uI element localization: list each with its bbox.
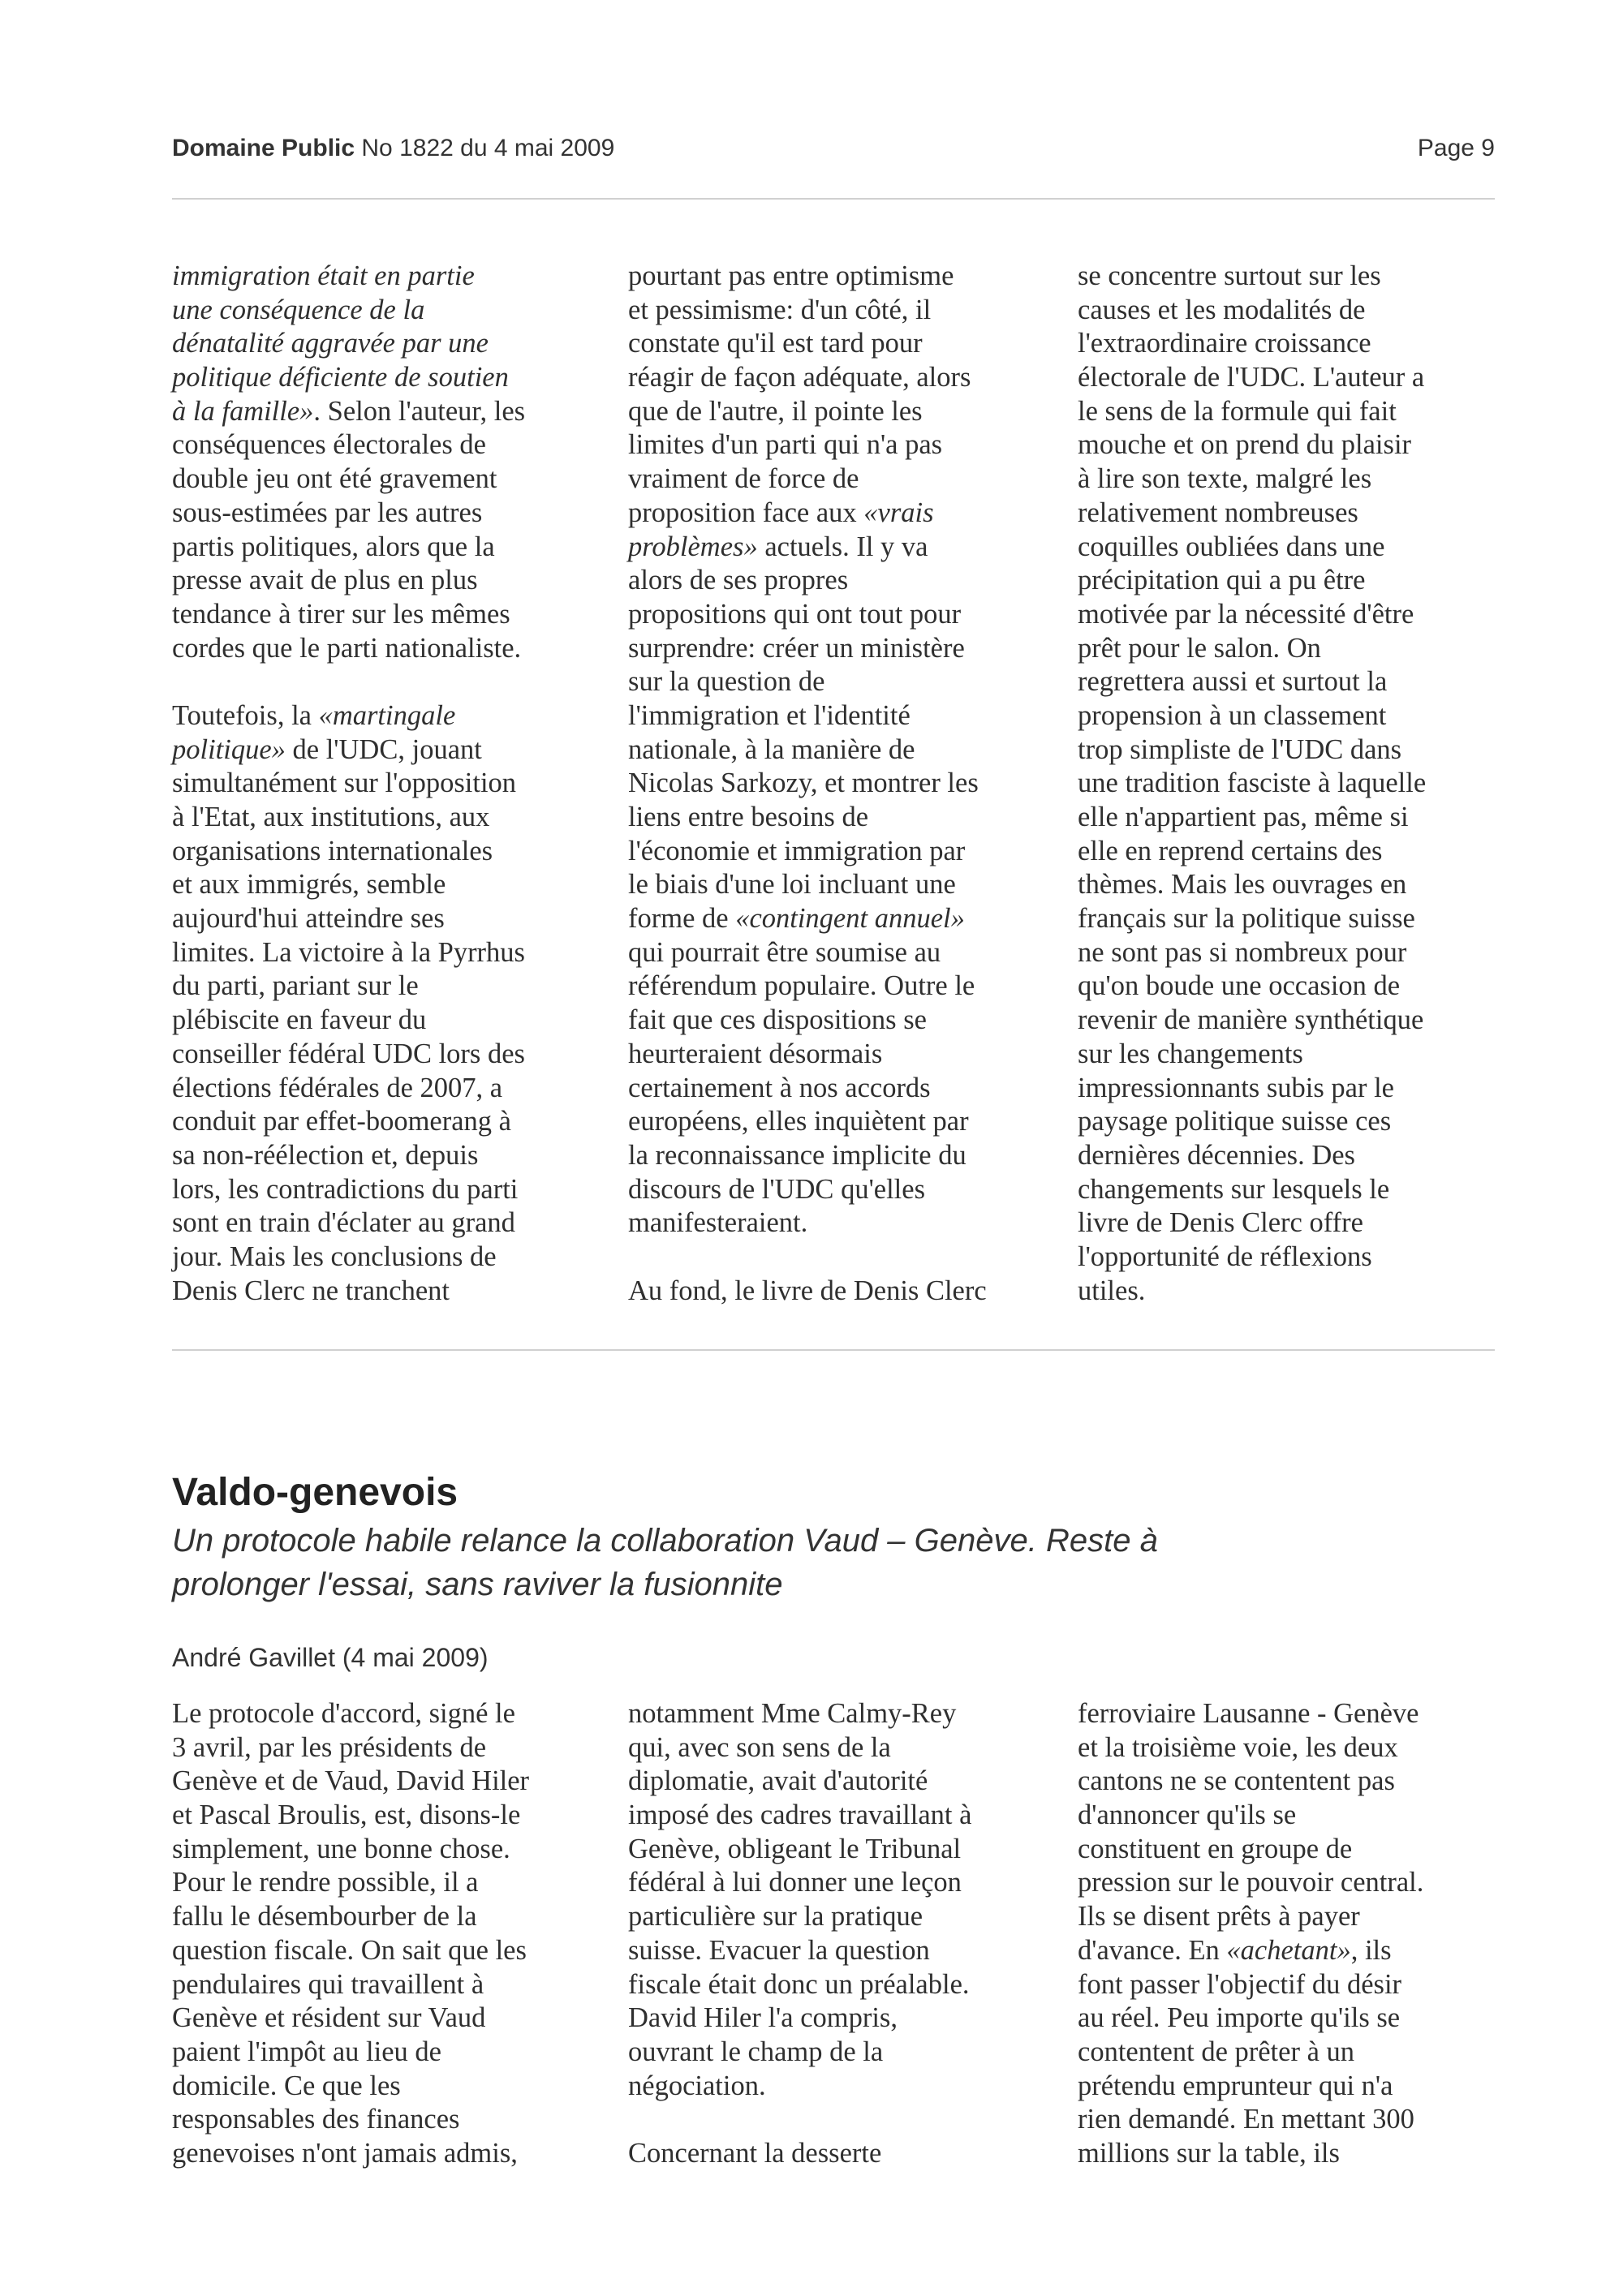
text-line: [628, 1866, 1058, 1900]
text-line: [628, 2036, 1058, 2070]
text-run: . Selon l'auteur, les: [313, 395, 526, 427]
text-run: certainement à nos accords: [628, 1072, 931, 1103]
text-line: [172, 1697, 602, 1731]
text-line: [628, 1765, 1058, 1799]
text-line: [1078, 2001, 1508, 2036]
text-run: responsables des finances: [172, 2104, 460, 2135]
text-run: prêt pour le salon. On: [1078, 632, 1321, 664]
text-line: [628, 1799, 1058, 1833]
text-run: changements sur lesquels le: [1078, 1173, 1390, 1205]
text-run: notamment Mme Calmy-Rey: [628, 1698, 957, 1729]
text-run: alors de ses propres: [628, 565, 849, 596]
text-line: [172, 598, 602, 632]
text-run: paysage politique suisse ces: [1078, 1106, 1392, 1137]
text-run: jour. Mais les conclusions de: [172, 1240, 497, 1272]
text-run: du parti, pariant sur le: [172, 970, 419, 1002]
text-run: plébiscite en faveur du: [172, 1004, 427, 1036]
text-run: cordes que le parti nationaliste.: [172, 632, 522, 664]
text-line: [1078, 1697, 1508, 1731]
text-line: [1078, 632, 1508, 666]
text-line: [1078, 1799, 1508, 1833]
text-run: sont en train d'éclater au grand: [172, 1207, 515, 1239]
text-line: [1078, 1105, 1508, 1139]
text-run: pendulaires qui travaillent à: [172, 1968, 484, 2000]
text-line: [1078, 1004, 1508, 1038]
article2-column-1: [172, 1697, 602, 2171]
text-line: [1078, 665, 1508, 699]
text-run: tendance à tirer sur les mêmes: [172, 598, 510, 630]
subtitle-line: Un protocole habile relance la collaboration Vaud – Genève. Reste à: [172, 1523, 1158, 1559]
text-run: Ils se disent prêts à payer: [1078, 1901, 1360, 1933]
text-line: [628, 970, 1058, 1004]
text-run: discours de l'UDC qu'elles: [628, 1173, 926, 1205]
text-line: [1078, 327, 1508, 361]
text-line: [1078, 2103, 1508, 2137]
text-run: français sur la politique suisse: [1078, 903, 1415, 935]
text-line: [1078, 2137, 1508, 2171]
text-line: [1078, 294, 1508, 328]
text-line: [628, 1731, 1058, 1765]
text-line: [628, 733, 1058, 767]
text-run: David Hiler l'a compris,: [628, 2002, 898, 2034]
text-line: [1078, 1072, 1508, 1106]
text-run: qui, avec son sens de la: [628, 1731, 891, 1763]
text-line: [628, 1275, 1058, 1309]
text-line: [172, 1765, 602, 1799]
text-line: [172, 1004, 602, 1038]
text-run: la reconnaissance implicite du: [628, 1139, 966, 1171]
text-run: Denis Clerc ne tranchent: [172, 1275, 450, 1306]
text-line: [628, 1206, 1058, 1240]
italic-text: dénatalité aggravée par une: [172, 328, 489, 359]
text-line: [1078, 1833, 1508, 1867]
text-run: cantons ne se contentent pas: [1078, 1765, 1395, 1797]
text-run: nationale, à la manière de: [628, 733, 915, 765]
text-line: [172, 361, 602, 395]
text-run: imposé des cadres travaillant à: [628, 1799, 972, 1831]
text-run: sur la question de: [628, 666, 825, 698]
text-line: [172, 294, 602, 328]
italic-text: «martingale: [318, 699, 456, 731]
text-line: [628, 801, 1058, 835]
text-run: constituent en groupe de: [1078, 1833, 1353, 1864]
text-run: référendum populaire. Outre le: [628, 970, 975, 1002]
text-line: [1078, 1866, 1508, 1900]
text-run: ouvrant le champ de la: [628, 2036, 884, 2067]
text-line: [172, 327, 602, 361]
text-line: [172, 699, 602, 733]
text-run: rien demandé. En mettant 300: [1078, 2104, 1414, 2135]
text-run: manifesteraient.: [628, 1207, 808, 1239]
text-run: presse avait de plus en plus: [172, 565, 478, 596]
text-run: et Pascal Broulis, est, disons-le: [172, 1799, 521, 1831]
text-line: [172, 733, 602, 767]
italic-text: à la famille»: [172, 395, 314, 427]
italic-text: politique déficiente de soutien: [172, 362, 509, 393]
text-run: fiscale était donc un préalable.: [628, 1968, 970, 2000]
text-line: [172, 564, 602, 598]
text-run: diplomatie, avait d'autorité: [628, 1765, 928, 1797]
text-run: livre de Denis Clerc offre: [1078, 1207, 1363, 1239]
italic-text: politique»: [172, 733, 286, 765]
text-line: [172, 1900, 602, 1934]
text-run: qui pourrait être soumise au: [628, 936, 941, 968]
text-line: [628, 1139, 1058, 1173]
text-line: [628, 767, 1058, 801]
text-line: [628, 327, 1058, 361]
text-line: [1078, 497, 1508, 531]
text-line: [172, 2103, 602, 2137]
text-line: [1078, 2070, 1508, 2104]
text-run: trop simpliste de l'UDC dans: [1078, 733, 1402, 765]
text-run: le biais d'une loi incluant une: [628, 869, 956, 901]
text-line: [172, 1038, 602, 1072]
text-line: [172, 497, 602, 531]
text-line: [1078, 1900, 1508, 1934]
text-line: [1078, 361, 1508, 395]
text-run: organisations internationales: [172, 835, 493, 866]
text-line: [172, 1866, 602, 1900]
italic-text: «achetant»: [1226, 1934, 1351, 1966]
text-line: [628, 665, 1058, 699]
text-run: précipitation qui a pu être: [1078, 565, 1366, 596]
text-line: [1078, 801, 1508, 835]
article-byline: André Gavillet (4 mai 2009): [172, 1643, 489, 1672]
text-run: mouche et on prend du plaisir: [1078, 429, 1412, 461]
subtitle-line: prolonger l'essai, sans raviver la fusionnite: [172, 1567, 783, 1602]
text-run: aujourd'hui atteindre ses: [172, 903, 445, 935]
text-line: [628, 564, 1058, 598]
text-line: [172, 1833, 602, 1867]
text-run: elle en reprend certains des: [1078, 835, 1383, 866]
text-run: au réel. Peu importe qu'ils se: [1078, 2002, 1401, 2034]
text-run: fait que ces dispositions se: [628, 1004, 927, 1036]
text-run: actuels. Il y va: [757, 531, 928, 562]
text-line: [172, 1799, 602, 1833]
text-line: [628, 1968, 1058, 2002]
text-run: pourtant pas entre optimisme: [628, 260, 954, 291]
article2-column-2: [628, 1697, 1058, 2171]
text-run: Concernant la desserte: [628, 2137, 882, 2169]
text-run: électorale de l'UDC. L'auteur a: [1078, 362, 1425, 393]
text-run: elle n'appartient pas, même si: [1078, 802, 1409, 832]
text-run: Genève et résident sur Vaud: [172, 2002, 486, 2034]
publication-name: Domaine Public: [172, 135, 355, 161]
text-line: [1078, 1038, 1508, 1072]
text-run: élections fédérales de 2007, a: [172, 1072, 503, 1103]
text-line: [628, 2137, 1058, 2171]
text-run: conseiller fédéral UDC lors des: [172, 1038, 525, 1069]
text-run: sa non-réélection et, depuis: [172, 1139, 479, 1171]
text-line: [1078, 767, 1508, 801]
text-run: forme de: [628, 903, 736, 935]
text-line: [1078, 1275, 1508, 1309]
text-run: propositions qui ont tout pour: [628, 598, 962, 630]
text-run: Au fond, le livre de Denis Clerc: [628, 1275, 987, 1306]
article-title: Valdo-genevois: [172, 1471, 458, 1514]
article1-column-2: [628, 260, 1058, 1308]
text-run: à l'Etat, aux institutions, aux: [172, 802, 490, 832]
text-run: l'opportunité de réflexions: [1078, 1240, 1372, 1272]
text-line: [1078, 2036, 1508, 2070]
text-line: [1078, 1139, 1508, 1173]
text-line: [172, 801, 602, 835]
article-divider: [172, 1349, 1495, 1351]
text-line: [1078, 970, 1508, 1004]
text-run: sous-estimées par les autres: [172, 497, 483, 528]
text-run: Genève, obligeant le Tribunal: [628, 1833, 962, 1864]
text-line: [1078, 1968, 1508, 2002]
text-run: paient l'impôt au lieu de: [172, 2036, 441, 2067]
page-number: Page 9: [1417, 135, 1495, 161]
text-line: [1078, 1765, 1508, 1799]
article1-column-3: [1078, 260, 1508, 1308]
text-line: [1078, 428, 1508, 462]
text-line: [628, 1072, 1058, 1106]
paragraph-gap: [628, 1240, 1058, 1275]
text-run: utiles.: [1078, 1275, 1146, 1306]
italic-text: problèmes»: [628, 531, 758, 562]
text-run: sur les changements: [1078, 1038, 1303, 1069]
text-run: réagir de façon adéquate, alors: [628, 362, 971, 393]
text-run: ferroviaire Lausanne - Genève: [1078, 1698, 1419, 1729]
text-line: [628, 531, 1058, 565]
text-line: [628, 699, 1058, 733]
text-line: [172, 2137, 602, 2171]
text-run: motivée par la nécessité d'être: [1078, 598, 1414, 630]
text-run: l'extraordinaire croissance: [1078, 328, 1371, 359]
text-line: [628, 294, 1058, 328]
text-run: Nicolas Sarkozy, et montrer les: [628, 767, 979, 799]
text-line: [628, 1697, 1058, 1731]
text-line: [628, 1900, 1058, 1934]
text-run: surprendre: créer un ministère: [628, 632, 965, 664]
text-line: [1078, 260, 1508, 294]
text-line: [172, 2036, 602, 2070]
text-run: regrettera aussi et surtout la: [1078, 666, 1388, 698]
text-line: [628, 835, 1058, 869]
paragraph-gap: [628, 2103, 1058, 2137]
text-run: et la troisième voie, les deux: [1078, 1731, 1398, 1763]
text-run: Genève et de Vaud, David Hiler: [172, 1765, 530, 1797]
text-line: [1078, 1731, 1508, 1765]
text-run: limites d'un parti qui n'a pas: [628, 429, 943, 461]
text-line: [172, 1934, 602, 1968]
text-line: [1078, 564, 1508, 598]
text-run: revenir de manière synthétique: [1078, 1004, 1424, 1036]
text-run: heurteraient désormais: [628, 1038, 883, 1069]
text-line: [172, 1105, 602, 1139]
text-run: relativement nombreuses: [1078, 497, 1358, 528]
text-line: [172, 2001, 602, 2036]
text-run: pression sur le pouvoir central.: [1078, 1867, 1424, 1898]
header-divider: [172, 198, 1495, 200]
text-line: [1078, 936, 1508, 970]
text-line: [1078, 395, 1508, 429]
text-line: [628, 361, 1058, 395]
text-line: [172, 462, 602, 497]
text-line: [172, 1731, 602, 1765]
text-run: millions sur la table, ils: [1078, 2137, 1340, 2169]
text-run: que de l'autre, il pointe les: [628, 395, 923, 427]
text-run: et pessimisme: d'un côté, il: [628, 294, 932, 325]
text-line: [628, 2070, 1058, 2104]
text-run: Pour le rendre possible, il a: [172, 1867, 479, 1898]
text-line: [172, 868, 602, 902]
paragraph-gap: [172, 665, 602, 699]
text-line: [172, 395, 602, 429]
text-line: [1078, 699, 1508, 733]
text-line: [172, 1206, 602, 1240]
text-line: [628, 462, 1058, 497]
text-line: [1078, 531, 1508, 565]
text-line: [628, 1004, 1058, 1038]
text-line: [1078, 1934, 1508, 1968]
text-run: le sens de la formule qui fait: [1078, 395, 1397, 427]
text-run: double jeu ont été gravement: [172, 463, 497, 495]
text-run: conduit par effet-boomerang à: [172, 1106, 511, 1137]
text-line: [172, 1072, 602, 1106]
text-run: 3 avril, par les présidents de: [172, 1731, 487, 1763]
text-run: contentent de prêter à un: [1078, 2036, 1355, 2067]
text-line: [172, 902, 602, 936]
text-run: qu'on boude une occasion de: [1078, 970, 1401, 1002]
text-run: prétendu emprunteur qui n'a: [1078, 2070, 1393, 2101]
text-line: [172, 970, 602, 1004]
text-run: conséquences électorales de: [172, 429, 486, 461]
text-run: limites. La victoire à la Pyrrhus: [172, 936, 525, 968]
text-run: coquilles oubliées dans une: [1078, 531, 1385, 562]
text-line: [172, 1968, 602, 2002]
text-line: [628, 395, 1058, 429]
text-run: d'annoncer qu'ils se: [1078, 1799, 1297, 1831]
text-run: de l'UDC, jouant: [285, 733, 482, 765]
page-header: [172, 135, 1495, 167]
text-line: [1078, 1240, 1508, 1275]
text-run: particulière sur la pratique: [628, 1901, 923, 1933]
text-run: d'avance. En: [1078, 1934, 1227, 1966]
text-run: domicile. Ce que les: [172, 2070, 401, 2101]
text-run: liens entre besoins de: [628, 802, 869, 832]
text-run: l'immigration et l'identité: [628, 699, 911, 731]
text-line: [1078, 835, 1508, 869]
text-run: vraiment de force de: [628, 463, 859, 495]
text-line: [628, 1173, 1058, 1207]
text-line: [628, 598, 1058, 632]
text-run: lors, les contradictions du parti: [172, 1173, 519, 1205]
issue-info: No 1822 du 4 mai 2009: [361, 135, 615, 161]
text-line: [172, 1240, 602, 1275]
text-line: [1078, 1206, 1508, 1240]
text-run: et aux immigrés, semble: [172, 869, 446, 901]
text-run: négociation.: [628, 2070, 766, 2101]
text-line: [172, 632, 602, 666]
italic-text: «vrais: [863, 497, 934, 528]
text-run: fallu le désembourber de la: [172, 1901, 477, 1933]
text-line: [628, 936, 1058, 970]
text-run: ne sont pas si nombreux pour: [1078, 936, 1407, 968]
text-line: [172, 1275, 602, 1309]
text-run: européens, elles inquiètent par: [628, 1106, 969, 1137]
text-line: [1078, 902, 1508, 936]
text-run: fédéral à lui donner une leçon: [628, 1867, 962, 1898]
text-line: [1078, 868, 1508, 902]
text-line: [172, 260, 602, 294]
text-run: impressionnants subis par le: [1078, 1072, 1394, 1103]
text-line: [172, 428, 602, 462]
text-run: thèmes. Mais les ouvrages en: [1078, 869, 1407, 901]
text-run: causes et les modalités de: [1078, 294, 1366, 325]
text-line: [172, 1173, 602, 1207]
text-run: propension à un classement: [1078, 699, 1387, 731]
text-run: simultanément sur l'opposition: [172, 767, 517, 799]
text-line: [172, 1139, 602, 1173]
text-run: proposition face aux: [628, 497, 864, 528]
text-run: suisse. Evacuer la question: [628, 1934, 930, 1966]
text-run: genevoises n'ont jamais admis,: [172, 2137, 518, 2169]
text-run: partis politiques, alors que la: [172, 531, 495, 562]
text-line: [628, 1038, 1058, 1072]
text-line: [172, 531, 602, 565]
text-line: [628, 428, 1058, 462]
text-line: [628, 902, 1058, 936]
text-run: se concentre surtout sur les: [1078, 260, 1381, 291]
text-run: Le protocole d'accord, signé le: [172, 1698, 515, 1729]
text-line: [628, 632, 1058, 666]
article1-column-1: [172, 260, 602, 1308]
italic-text: immigration était en partie: [172, 260, 475, 291]
article-subtitle: [172, 1519, 1495, 1606]
text-line: [628, 2001, 1058, 2036]
text-run: dernières décennies. Des: [1078, 1139, 1355, 1171]
italic-text: «contingent annuel»: [735, 903, 965, 935]
text-line: [628, 1105, 1058, 1139]
text-run: Toutefois, la: [172, 699, 319, 731]
text-line: [1078, 1173, 1508, 1207]
text-run: une tradition fasciste à laquelle: [1078, 767, 1427, 799]
text-line: [1078, 462, 1508, 497]
text-line: [172, 2070, 602, 2104]
text-run: font passer l'objectif du désir: [1078, 1968, 1402, 2000]
text-line: [172, 936, 602, 970]
text-line: [628, 1833, 1058, 1867]
text-line: [628, 260, 1058, 294]
text-run: simplement, une bonne chose.: [172, 1833, 510, 1864]
text-line: [628, 497, 1058, 531]
text-line: [628, 1934, 1058, 1968]
text-run: l'économie et immigration par: [628, 835, 966, 866]
text-line: [172, 767, 602, 801]
article2-column-3: [1078, 1697, 1508, 2171]
italic-text: une conséquence de la: [172, 294, 425, 325]
text-line: [1078, 733, 1508, 767]
text-run: question fiscale. On sait que les: [172, 1934, 527, 1966]
text-run: , ils: [1350, 1934, 1392, 1966]
text-line: [1078, 598, 1508, 632]
text-line: [628, 868, 1058, 902]
text-run: constate qu'il est tard pour: [628, 328, 923, 359]
text-line: [172, 835, 602, 869]
text-run: à lire son texte, malgré les: [1078, 463, 1372, 495]
